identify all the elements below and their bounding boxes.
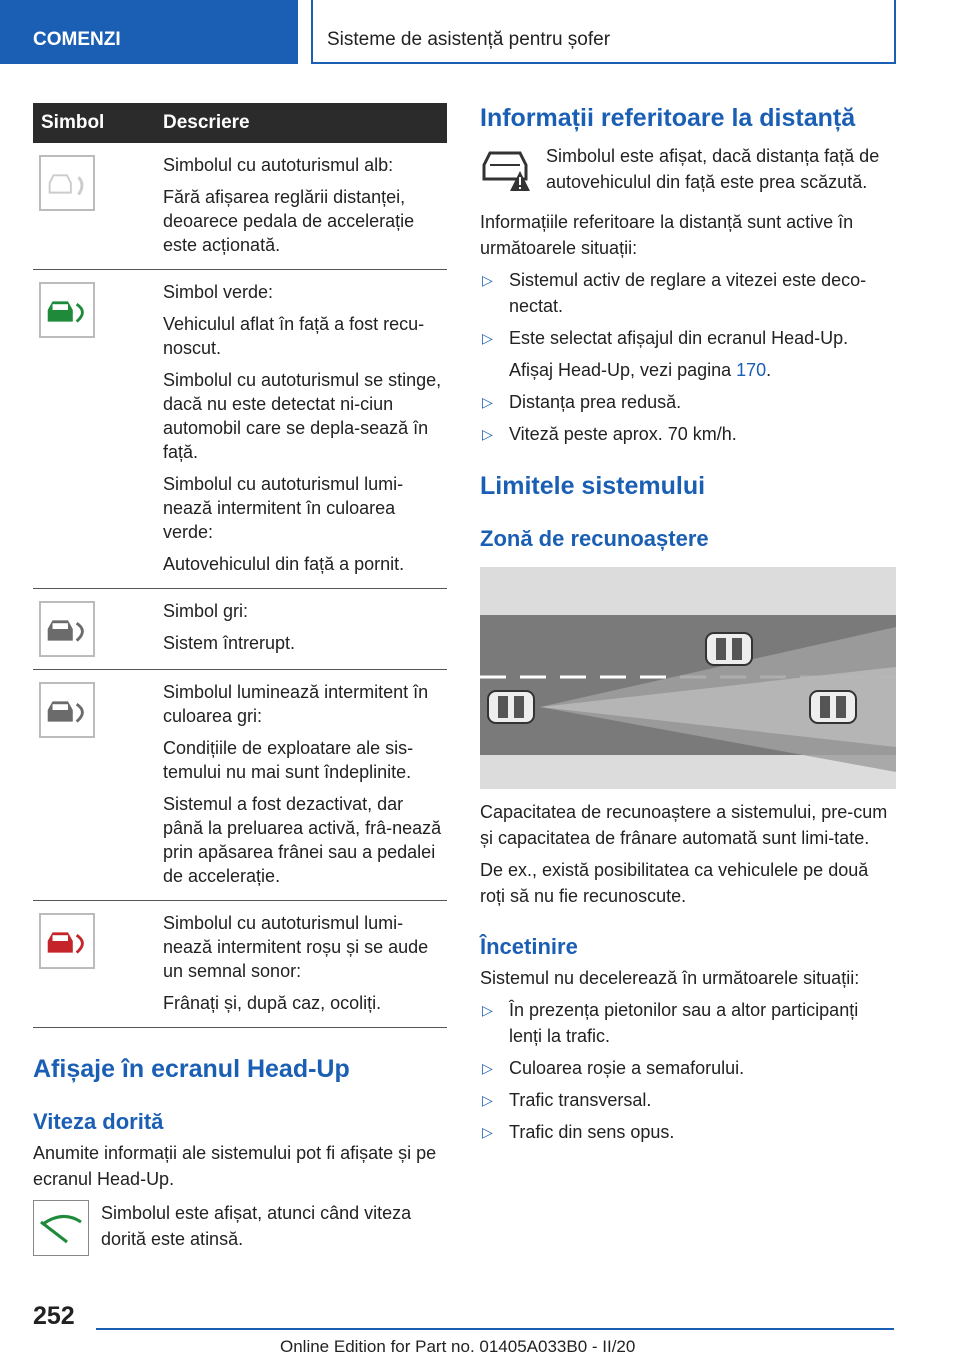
- car-white-icon: [39, 155, 95, 211]
- left-column: [33, 103, 447, 1256]
- chapter-title: Sisteme de asistență pentru șofer: [311, 0, 896, 64]
- slowdown-subheading: Încetinire: [480, 934, 578, 959]
- hud-heading: Afișaje în ecranul Head-Up: [33, 1055, 350, 1083]
- symbol-table: [33, 103, 447, 1028]
- car-top-icon: [810, 691, 856, 723]
- distance-icon-text: Simbolul este afișat, dacă distanța față de autovehiculul din față este prea scăzută.: [546, 146, 880, 192]
- triangle-bullet-icon: ▷: [482, 1124, 493, 1140]
- detection-zone-illustration: [480, 567, 896, 789]
- car-gray-blink-icon: [39, 682, 95, 738]
- distance-icon-block: [480, 143, 896, 195]
- car-warning-icon: [480, 143, 534, 193]
- hud-page-reference: Afișaj Head-Up, vezi pagina 170.: [509, 360, 772, 380]
- section-tab: COMENZI: [0, 0, 298, 64]
- list-item: ▷ Sistemul activ de reglare a vitezei este deco-nectat.: [480, 267, 896, 319]
- slowdown-paragraph: Sistemul nu decelerează în următoarele situații:: [480, 968, 860, 988]
- triangle-bullet-icon: ▷: [482, 1092, 493, 1108]
- table-row: Simbolul cu autoturismul alb: Fără afișarea reglării distanței, deoarece pedala de accelerație este acționată.: [33, 143, 447, 270]
- page-link[interactable]: 170: [736, 360, 767, 380]
- car-green-icon: [39, 282, 95, 338]
- detection-paragraph-2: De ex., există posibilitatea ca vehiculele pe două roți să nu fie recunoscute.: [480, 860, 869, 906]
- distance-heading: Informații referitoare la distanță: [480, 104, 856, 132]
- page-number: 252: [33, 1302, 75, 1330]
- detection-subheading: Zonă de recunoaștere: [480, 526, 709, 551]
- triangle-bullet-icon: ▷: [482, 1002, 493, 1018]
- list-item: ▷ În prezența pietonilor sau a altor participanți lenți la trafic.: [480, 997, 896, 1049]
- triangle-bullet-icon: ▷: [482, 330, 493, 346]
- car-gray-icon: [39, 601, 95, 657]
- list-item: ▷ Trafic transversal.: [480, 1087, 896, 1113]
- col-header-symbol: Simbol: [33, 103, 163, 143]
- hud-paragraph: Anumite informații ale sistemului pot fi afișate și pe ecranul Head-Up.: [33, 1143, 437, 1189]
- car-top-icon: [706, 633, 752, 665]
- car-top-icon: [488, 691, 534, 723]
- car-red-icon: [39, 913, 95, 969]
- distance-bullets: [480, 267, 896, 351]
- hud-subheading: Viteza dorită: [33, 1109, 164, 1134]
- table-row: Simbolul luminează intermitent în culoarea gri: Condițiile de exploatare ale sis-temului nu mai sunt îndeplinite. Sistemul a fost dezactivat, dar până la preluarea activă, frâ-nează prin apăsarea frânei sau a pedalei de accelerație.: [33, 670, 447, 901]
- list-item: ▷ Trafic din sens opus.: [480, 1119, 896, 1145]
- col-header-description: Descriere: [163, 103, 447, 143]
- table-row: Simbol verde: Vehiculul aflat în față a fost recu-noscut. Simbolul cu autoturismul se stinge, dacă nu este detectat ni-ciun automobil care se depla-sează în față. Simbolul cu autoturismul lumi-nează intermitent în culoarea verde: Autovehiculul din față a pornit.: [33, 270, 447, 589]
- slowdown-bullets: [480, 997, 896, 1145]
- list-item: ▷ Distanța prea redusă.: [480, 389, 896, 415]
- footer-divider: [96, 1328, 894, 1330]
- list-item: ▷ Este selectat afișajul din ecranul Head-Up.: [480, 325, 896, 351]
- triangle-bullet-icon: ▷: [482, 272, 493, 288]
- triangle-bullet-icon: ▷: [482, 394, 493, 410]
- speed-arc-icon: [33, 1200, 89, 1256]
- list-item: ▷ Culoarea roșie a semaforului.: [480, 1055, 896, 1081]
- list-item: ▷ Viteză peste aprox. 70 km/h.: [480, 421, 896, 447]
- distance-bullets-2: [480, 389, 896, 447]
- triangle-bullet-icon: ▷: [482, 1060, 493, 1076]
- hud-icon-block: [33, 1200, 447, 1256]
- detection-paragraph: Capacitatea de recunoaștere a sistemului, pre-cum și capacitatea de frânare automată sunt limi-tate.: [480, 802, 888, 848]
- table-row: Simbolul cu autoturismul lumi-nează intermitent roșu și se aude un semnal sonor: Frânați și, după caz, ocoliți.: [33, 901, 447, 1028]
- right-column: [480, 103, 896, 1145]
- table-row: Simbol gri: Sistem întrerupt.: [33, 589, 447, 670]
- hud-icon-text: Simbolul este afișat, atunci când viteza dorită este atinsă.: [101, 1203, 412, 1249]
- triangle-bullet-icon: ▷: [482, 426, 493, 442]
- limits-heading: Limitele sistemului: [480, 472, 706, 500]
- distance-paragraph: Informațiile referitoare la distanță sunt active în următoarele situații:: [480, 212, 854, 258]
- footer-edition: Online Edition for Part no. 01405A033B0 - II/20: [280, 1337, 636, 1356]
